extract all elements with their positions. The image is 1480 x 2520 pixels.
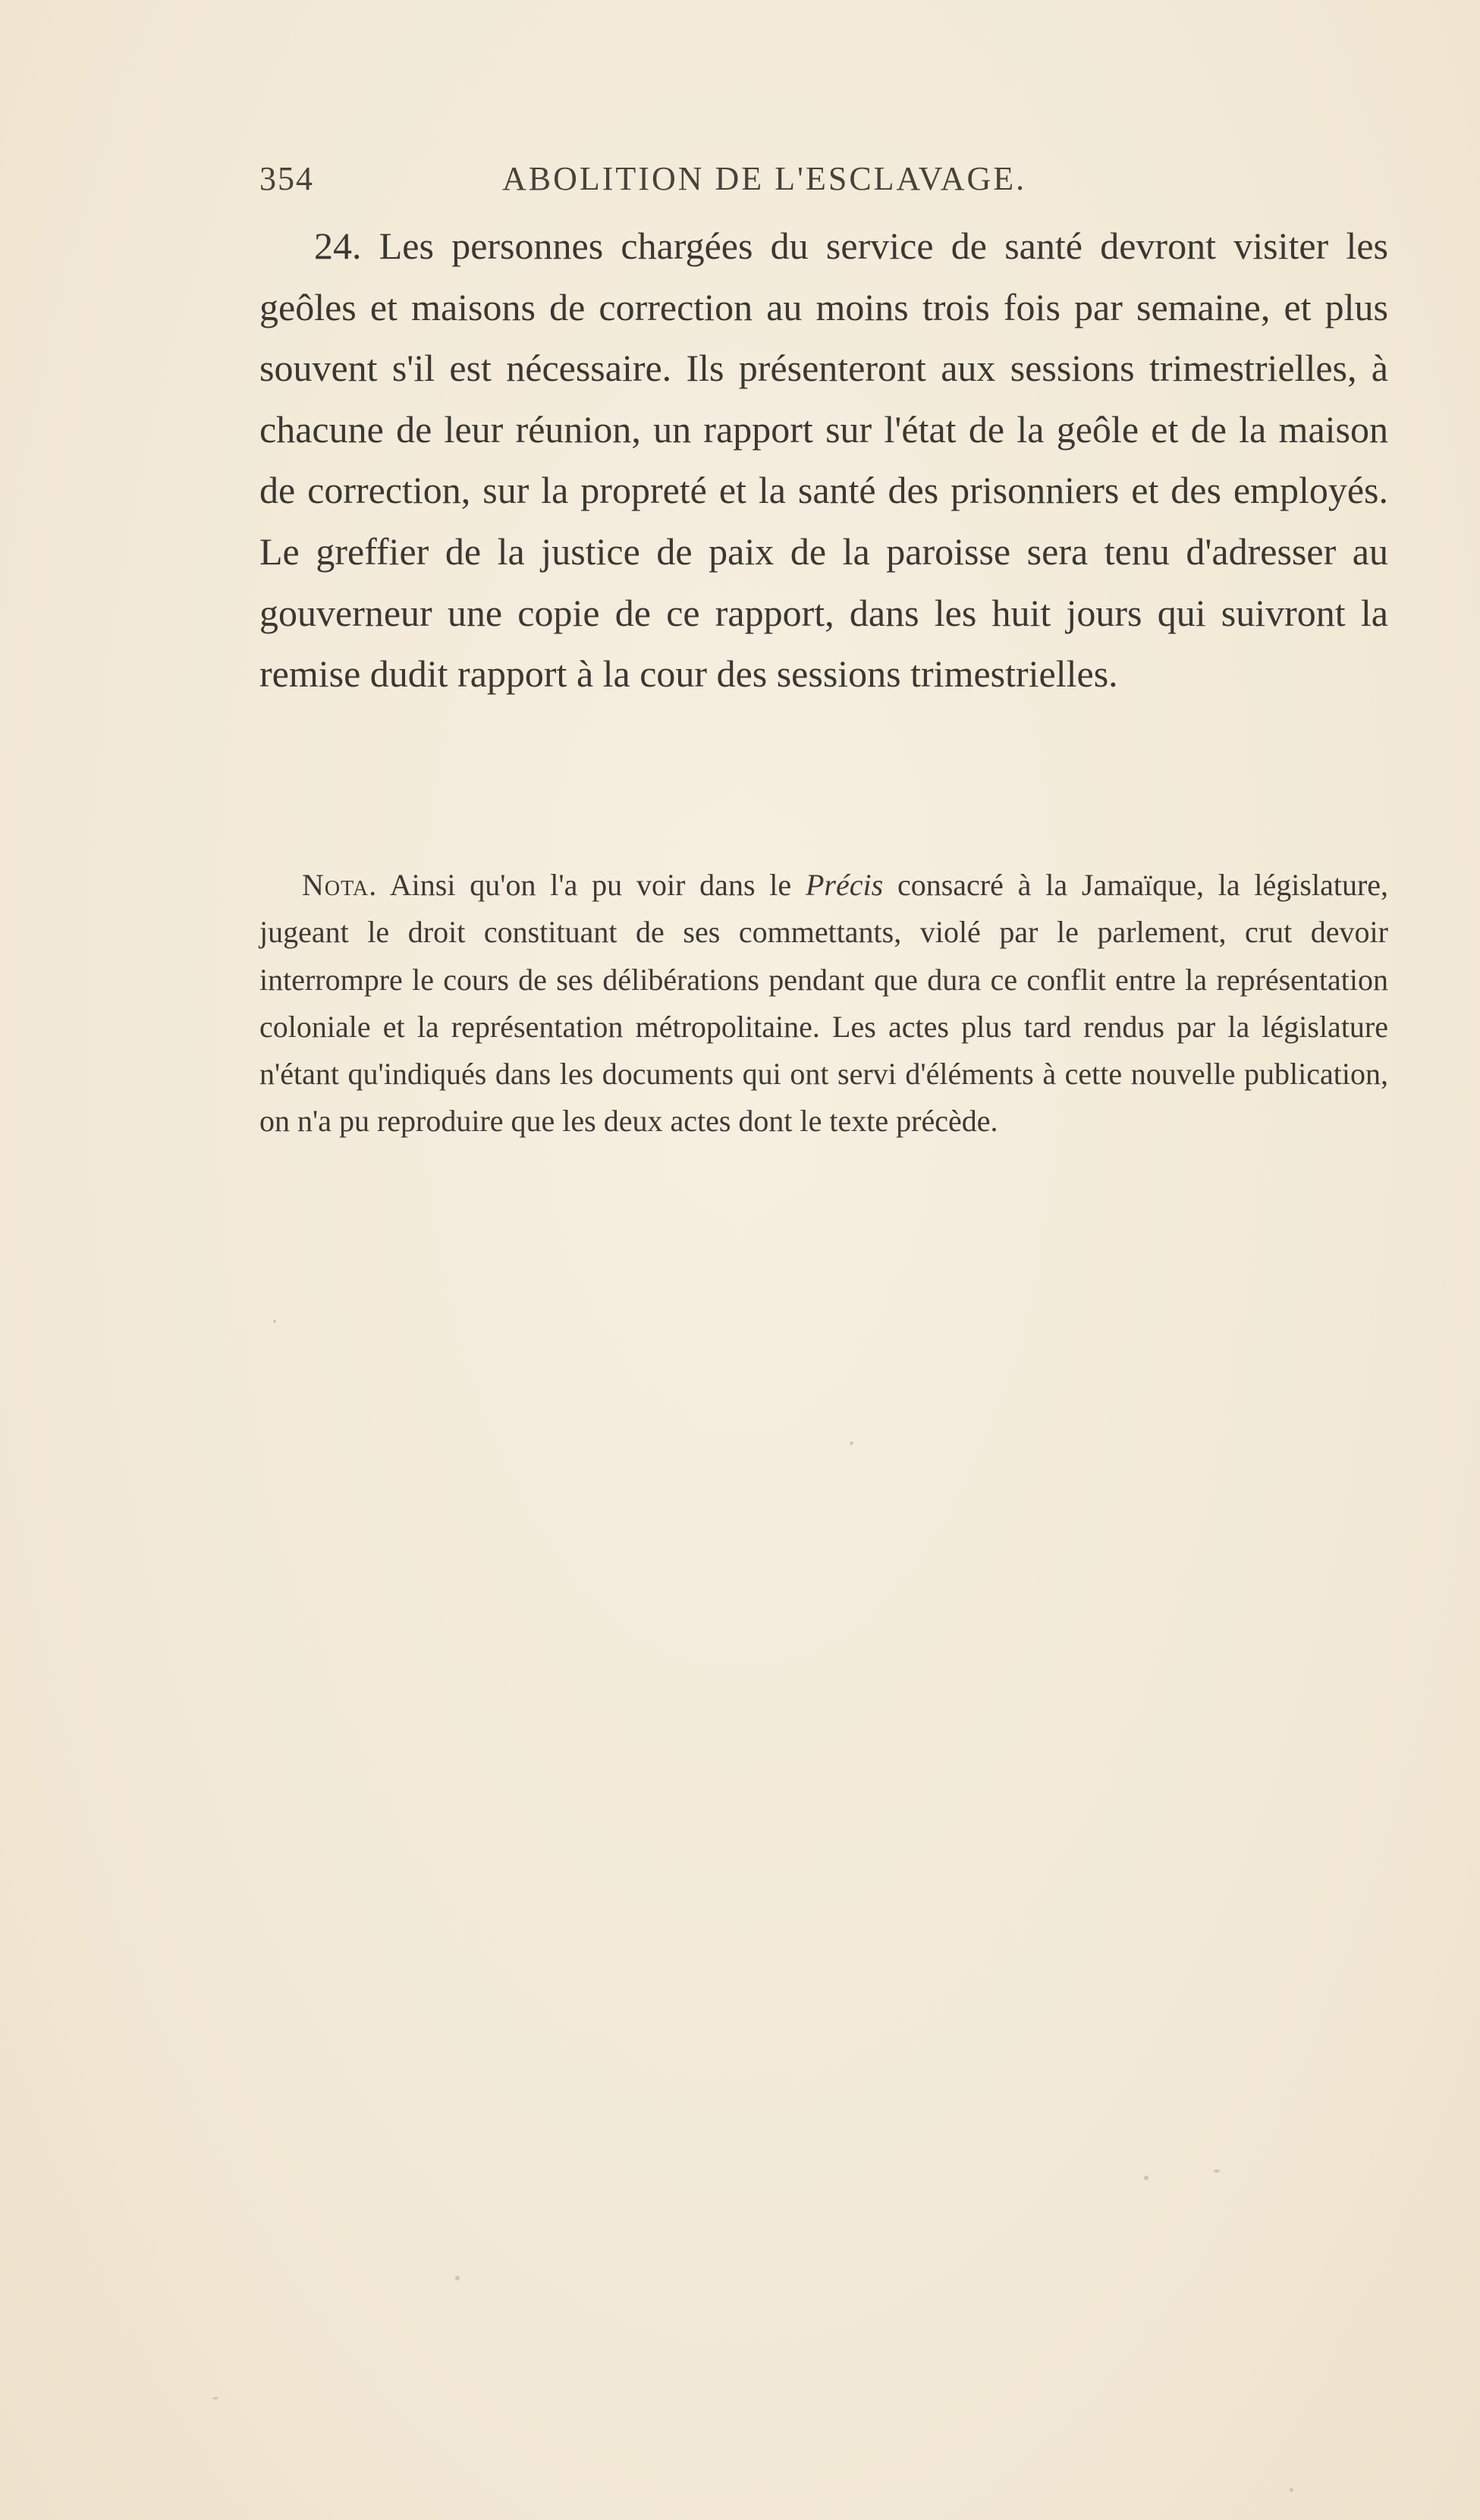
- page-header: [259, 159, 1155, 205]
- paper-speck: [1290, 2488, 1293, 2492]
- paper-speck: [1214, 2170, 1220, 2173]
- paper-speck: [1144, 2176, 1148, 2180]
- nota-text-after: consacré à la Jamaïque, la législature, jugeant le droit constituant de ses commettants, violé par le parlement, crut devoir interrompre le cours de ses délibérations pendant que dura ce conflit entre la représentation coloniale et la représentation métropolitaine. Les actes plus tard rendus par la législature n'étant qu'indiqués dans les documents qui ont servi d'éléments à cette nouvelle publication, on n'a pu reproduire que les deux actes dont le texte précède.: [259, 868, 1389, 1139]
- nota-label: Nota.: [302, 868, 378, 902]
- paper-speck: [850, 1441, 853, 1445]
- running-title: ABOLITION DE L'ESCLAVAGE.: [502, 160, 1027, 197]
- article-24-paragraph: 24. Les personnes chargées du service de santé devront visiter les geôles et maisons de correction au moins trois fois par semaine, et plus souvent s'il est nécessaire. Ils présenteront aux sessions trimestrielles, à chacune de leur réunion, un rapport sur l'état de la geôle et de la maison de correction, sur la propreté et la santé des prisonniers et des employés. Le greffier de la justice de paix de la paroisse sera tenu d'adresser au gouverneur une copie de ce rapport, dans les huit jours qui suivront la remise dudit rapport à la cour des sessions trimestrielles.: [259, 225, 1388, 696]
- paper-speck: [273, 1320, 276, 1323]
- paper-speck: [455, 2276, 460, 2280]
- page-number: 354: [259, 160, 314, 197]
- paper-speck: [212, 2397, 218, 2399]
- nota-italic-word: Précis: [805, 868, 884, 902]
- nota-text-before: Ainsi qu'on l'a pu voir dans le: [377, 868, 806, 902]
- nota-paragraph: [259, 862, 1388, 1145]
